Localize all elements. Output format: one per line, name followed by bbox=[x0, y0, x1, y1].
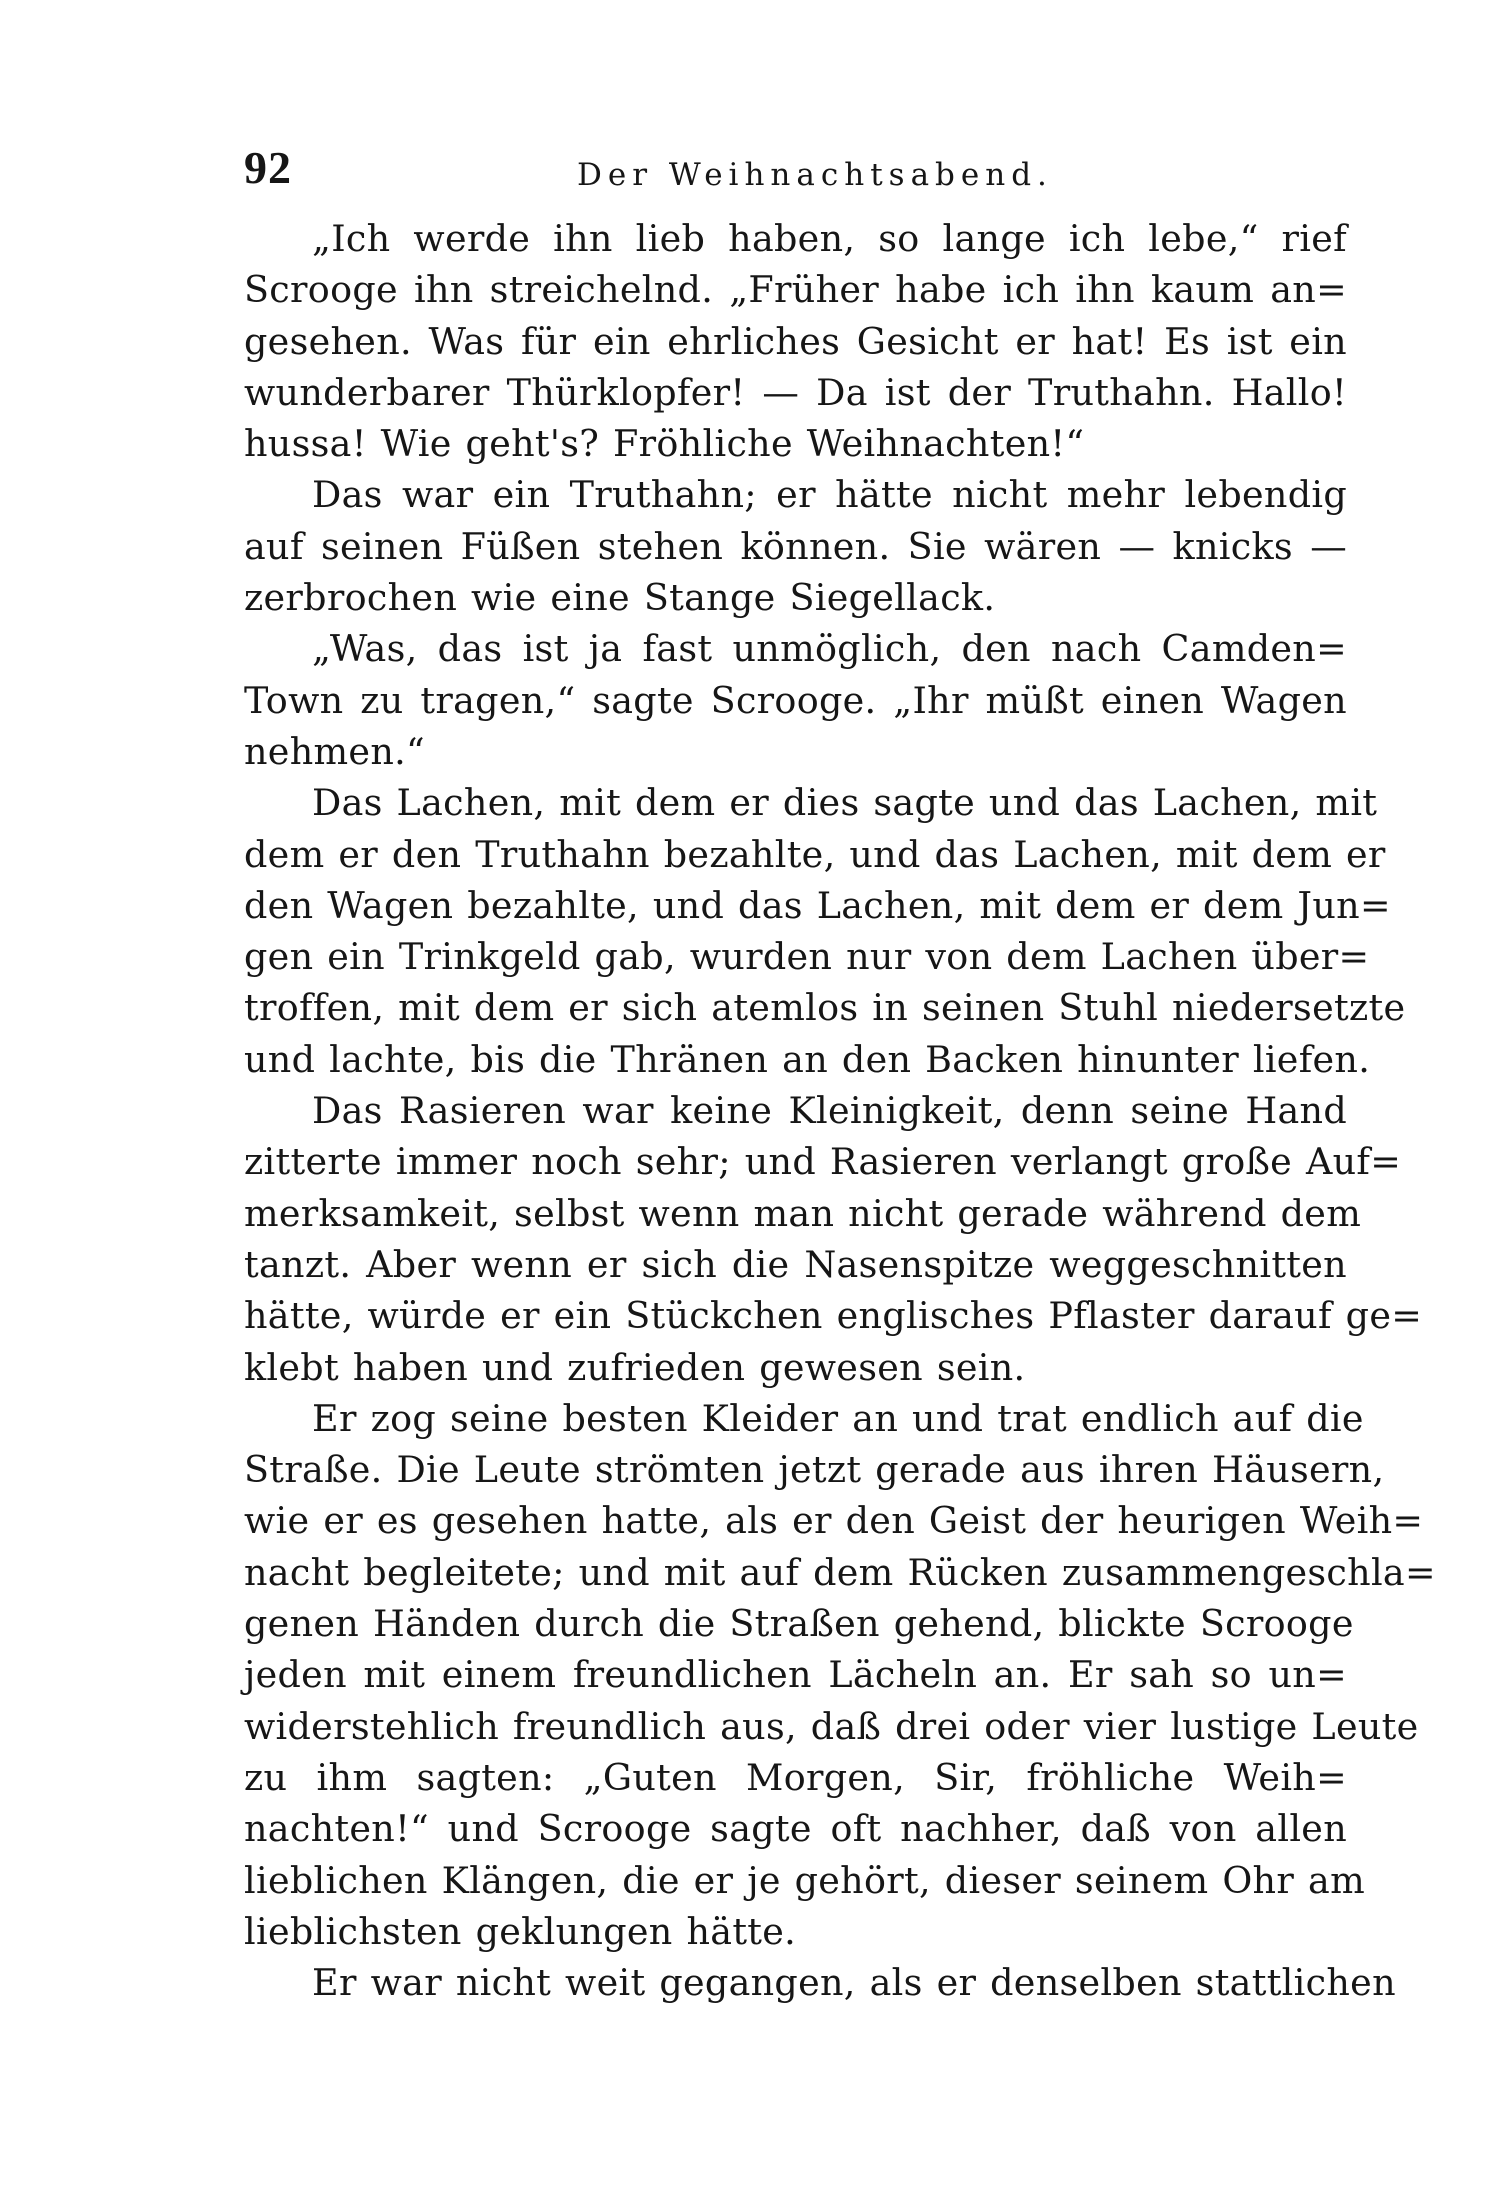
text-line: gen ein Trinkgeld gab, wurden nur von dem Lachen über= bbox=[244, 935, 1370, 979]
text-line: Er zog seine besten Kleider an und trat endlich auf die bbox=[312, 1396, 1364, 1440]
text-line: zitterte immer noch sehr; und Rasieren verlangt große Auf= bbox=[244, 1140, 1402, 1184]
text-line: troffen, mit dem er sich atemlos in seinen Stuhl niedersetzte bbox=[244, 986, 1406, 1030]
text-line: nachten!“ und Scrooge sagte oft nachher, daß von allen bbox=[244, 1807, 1347, 1851]
text-line: nehmen.“ bbox=[244, 729, 425, 773]
text-line: Straße. Die Leute strömten jetzt gerade aus ihren Häusern, bbox=[244, 1448, 1385, 1492]
text-line: wie er es gesehen hatte, als er den Geist der heurigen Weih= bbox=[244, 1499, 1424, 1543]
text-line: tanzt. Aber wenn er sich die Nasenspitze weggeschnitten bbox=[244, 1242, 1347, 1286]
text-line: lieblichsten geklungen hätte. bbox=[244, 1909, 797, 1953]
text-line: Das Rasieren war keine Kleinigkeit, denn seine Hand bbox=[312, 1089, 1347, 1133]
text-line: nacht begleitete; und mit auf dem Rücken zusammengeschla= bbox=[244, 1550, 1436, 1594]
text-line: zu ihm sagten: „Guten Morgen, Sir, fröhliche Weih= bbox=[244, 1755, 1347, 1799]
text-line: Er war nicht weit gegangen, als er denselben stattlichen bbox=[312, 1961, 1396, 2005]
text-line: dem er den Truthahn bezahlte, und das Lachen, mit dem er bbox=[244, 832, 1386, 876]
text-line: lieblichen Klängen, die er je gehört, dieser seinem Ohr am bbox=[244, 1858, 1365, 1902]
text-line: zerbrochen wie eine Stange Siegellack. bbox=[244, 576, 996, 620]
body-text bbox=[244, 213, 1436, 2008]
text-line: gesehen. Was für ein ehrliches Gesicht er hat! Es ist ein bbox=[244, 319, 1347, 363]
text-line: auf seinen Füßen stehen können. Sie wären — knicks — bbox=[244, 524, 1347, 568]
text-line: den Wagen bezahlte, und das Lachen, mit dem er dem Jun= bbox=[244, 883, 1391, 927]
text-line: merksamkeit, selbst wenn man nicht gerade während dem bbox=[244, 1191, 1362, 1235]
text-line: widerstehlich freundlich aus, daß drei oder vier lustige Leute bbox=[244, 1704, 1419, 1748]
text-line: Town zu tragen,“ sagte Scrooge. „Ihr müßt einen Wagen bbox=[244, 678, 1347, 722]
running-head: Der Weihnachtsabend. bbox=[577, 157, 1053, 193]
text-line: Scrooge ihn streichelnd. „Früher habe ich ihn kaum an= bbox=[244, 268, 1347, 312]
text-line: „Ich werde ihn lieb haben, so lange ich lebe,“ rief bbox=[312, 217, 1347, 260]
text-line: Das war ein Truthahn; er hätte nicht mehr lebendig bbox=[312, 473, 1347, 517]
text-line: Das Lachen, mit dem er dies sagte und das Lachen, mit bbox=[312, 781, 1378, 825]
text-line: wunderbarer Thürklopfer! — Da ist der Truthahn. Hallo! bbox=[244, 370, 1347, 414]
text-line: „Was, das ist ja fast unmöglich, den nach Camden= bbox=[312, 627, 1347, 671]
text-line: jeden mit einem freundlichen Lächeln an. Er sah so un= bbox=[244, 1653, 1347, 1697]
text-line: klebt haben und zufrieden gewesen sein. bbox=[244, 1345, 1026, 1389]
text-line: hussa! Wie geht's? Fröhliche Weihnachten!“ bbox=[244, 422, 1085, 466]
text-line: genen Händen durch die Straßen gehend, blickte Scrooge bbox=[244, 1602, 1354, 1646]
page-number: 92 bbox=[244, 142, 292, 193]
text-line: und lachte, bis die Thränen an den Backen hinunter liefen. bbox=[244, 1037, 1371, 1081]
text-line: hätte, würde er ein Stückchen englisches Pflaster darauf ge= bbox=[244, 1294, 1423, 1338]
